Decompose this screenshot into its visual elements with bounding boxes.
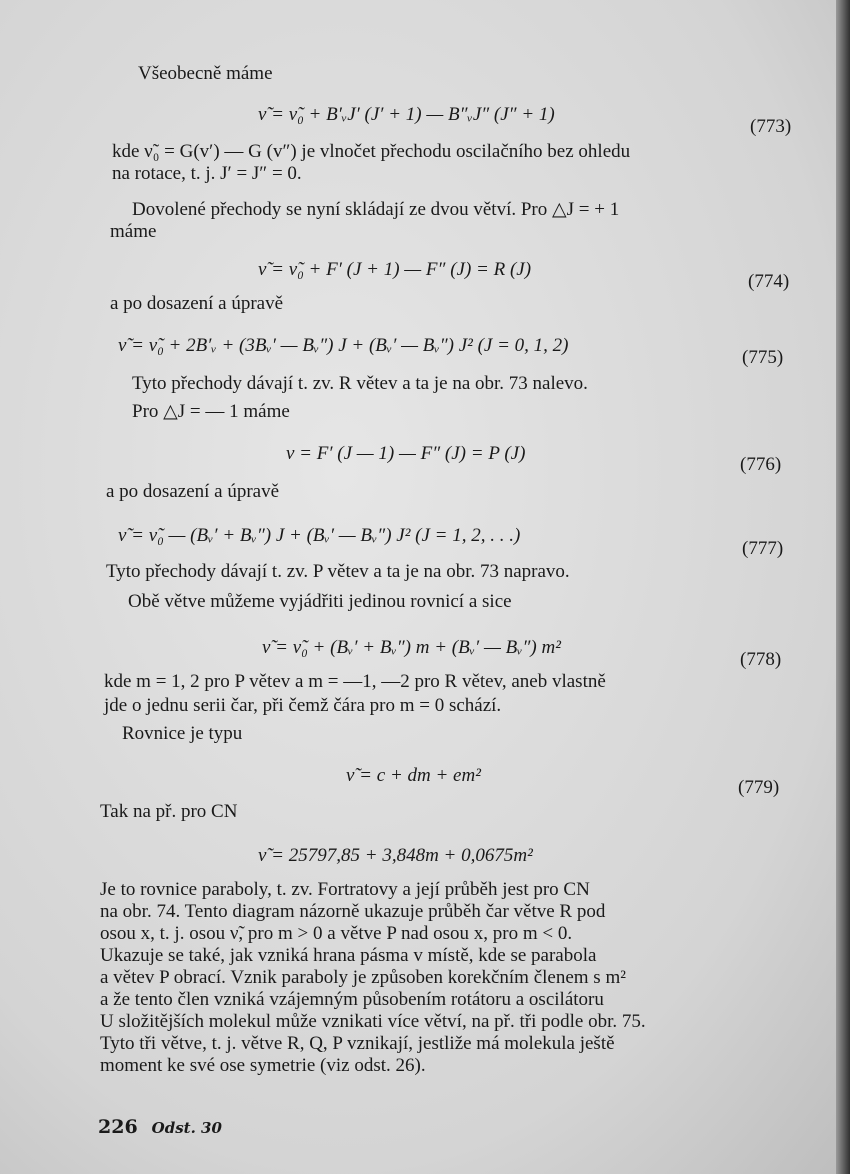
text-line: Tak na př. pro CN bbox=[100, 801, 238, 822]
text-line: máme bbox=[110, 221, 157, 242]
equation-number: (777) bbox=[742, 538, 784, 559]
text-line: Tyto tři větve, t. j. větve R, Q, P vznikají, jestliže má molekula ještě bbox=[100, 1033, 615, 1054]
book-spine-shadow bbox=[836, 0, 850, 1174]
text-line: U složitějších molekul může vznikati více větví, na př. tři podle obr. 75. bbox=[100, 1011, 646, 1032]
text-line: a po dosazení a úpravě bbox=[106, 481, 280, 502]
text-line: na obr. 74. Tento diagram názorně ukazuje průběh čar větve R pod bbox=[100, 901, 606, 922]
equation-number: (774) bbox=[748, 271, 790, 292]
text-line: Rovnice je typu bbox=[122, 723, 243, 744]
equation-number: (779) bbox=[738, 777, 780, 798]
text-line: Ukazuje se také, jak vzniká hrana pásma v místě, kde se parabola bbox=[100, 945, 597, 966]
section-reference: Odst. 30 bbox=[151, 1119, 222, 1137]
equation-779: ν̃ = c + dm + em² bbox=[346, 765, 481, 786]
text-line: a po dosazení a úpravě bbox=[110, 293, 284, 314]
equation-number: (775) bbox=[742, 347, 784, 368]
equation-776: ν = F′ (J — 1) — F″ (J) = P (J) bbox=[286, 443, 526, 464]
text-line: Tyto přechody dávají t. zv. R větev a ta je na obr. 73 nalevo. bbox=[132, 373, 588, 394]
equation-number: (778) bbox=[740, 649, 782, 670]
equation-778: ν̃ = ν̃₀ + (Bᵥ′ + Bᵥ″) m + (Bᵥ′ — Bᵥ″) m² bbox=[262, 637, 561, 658]
equation-cn: ν̃ = 25797,85 + 3,848m + 0,0675m² bbox=[258, 845, 533, 866]
page-footer bbox=[98, 1116, 222, 1138]
text-line: Všeobecně máme bbox=[138, 63, 273, 84]
text-line: Je to rovnice paraboly, t. zv. Fortratovy a její průběh jest pro CN bbox=[100, 879, 590, 900]
equation-777: ν̃ = ν̃₀ — (Bᵥ′ + Bᵥ″) J + (Bᵥ′ — Bᵥ″) J² (J = 1, 2, . . .) bbox=[118, 525, 521, 546]
equation-number: (776) bbox=[740, 454, 782, 475]
text-line: moment ke své ose symetrie (viz odst. 26). bbox=[100, 1055, 426, 1076]
text-line: na rotace, t. j. J′ = J″ = 0. bbox=[112, 163, 302, 184]
text-line: Tyto přechody dávají t. zv. P větev a ta je na obr. 73 napravo. bbox=[106, 561, 570, 582]
text-line: osou x, t. j. osou ν̃, pro m > 0 a větve P nad osou x, pro m < 0. bbox=[100, 923, 573, 944]
equation-774: ν̃ = ν̃₀ + F′ (J + 1) — F″ (J) = R (J) bbox=[258, 259, 532, 280]
text-line: jde o jednu serii čar, při čemž čára pro m = 0 schází. bbox=[104, 695, 502, 716]
text-line: kde m = 1, 2 pro P větev a m = —1, —2 pro R větev, aneb vlastně bbox=[104, 671, 606, 692]
text-line: kde ν̃₀ = G(v′) — G (v″) je vlnočet přechodu oscilačního bez ohledu bbox=[112, 141, 631, 162]
equation-773: ν̃ = ν̃₀ + B′ᵥJ′ (J′ + 1) — B″ᵥJ″ (J″ + 1) bbox=[258, 104, 555, 125]
equation-775: ν̃ = ν̃₀ + 2B′ᵥ + (3Bᵥ′ — Bᵥ″) J + (Bᵥ′ — Bᵥ″) J² (J = 0, 1, 2) bbox=[118, 335, 569, 356]
text-line: Dovolené přechody se nyní skládají ze dvou větví. Pro △J = + 1 bbox=[132, 199, 620, 220]
text-line: a větev P obrací. Vznik paraboly je způsoben korekčním členem s m² bbox=[100, 967, 626, 988]
equation-number: (773) bbox=[750, 116, 792, 137]
text-line: a že tento člen vzniká vzájemným působením rotátoru a oscilátoru bbox=[100, 989, 604, 1010]
text-line: Pro △J = — 1 máme bbox=[132, 401, 290, 422]
text-line: Obě větve můžeme vyjádřiti jedinou rovnicí a sice bbox=[128, 591, 512, 612]
page-number: 226 bbox=[98, 1116, 138, 1138]
